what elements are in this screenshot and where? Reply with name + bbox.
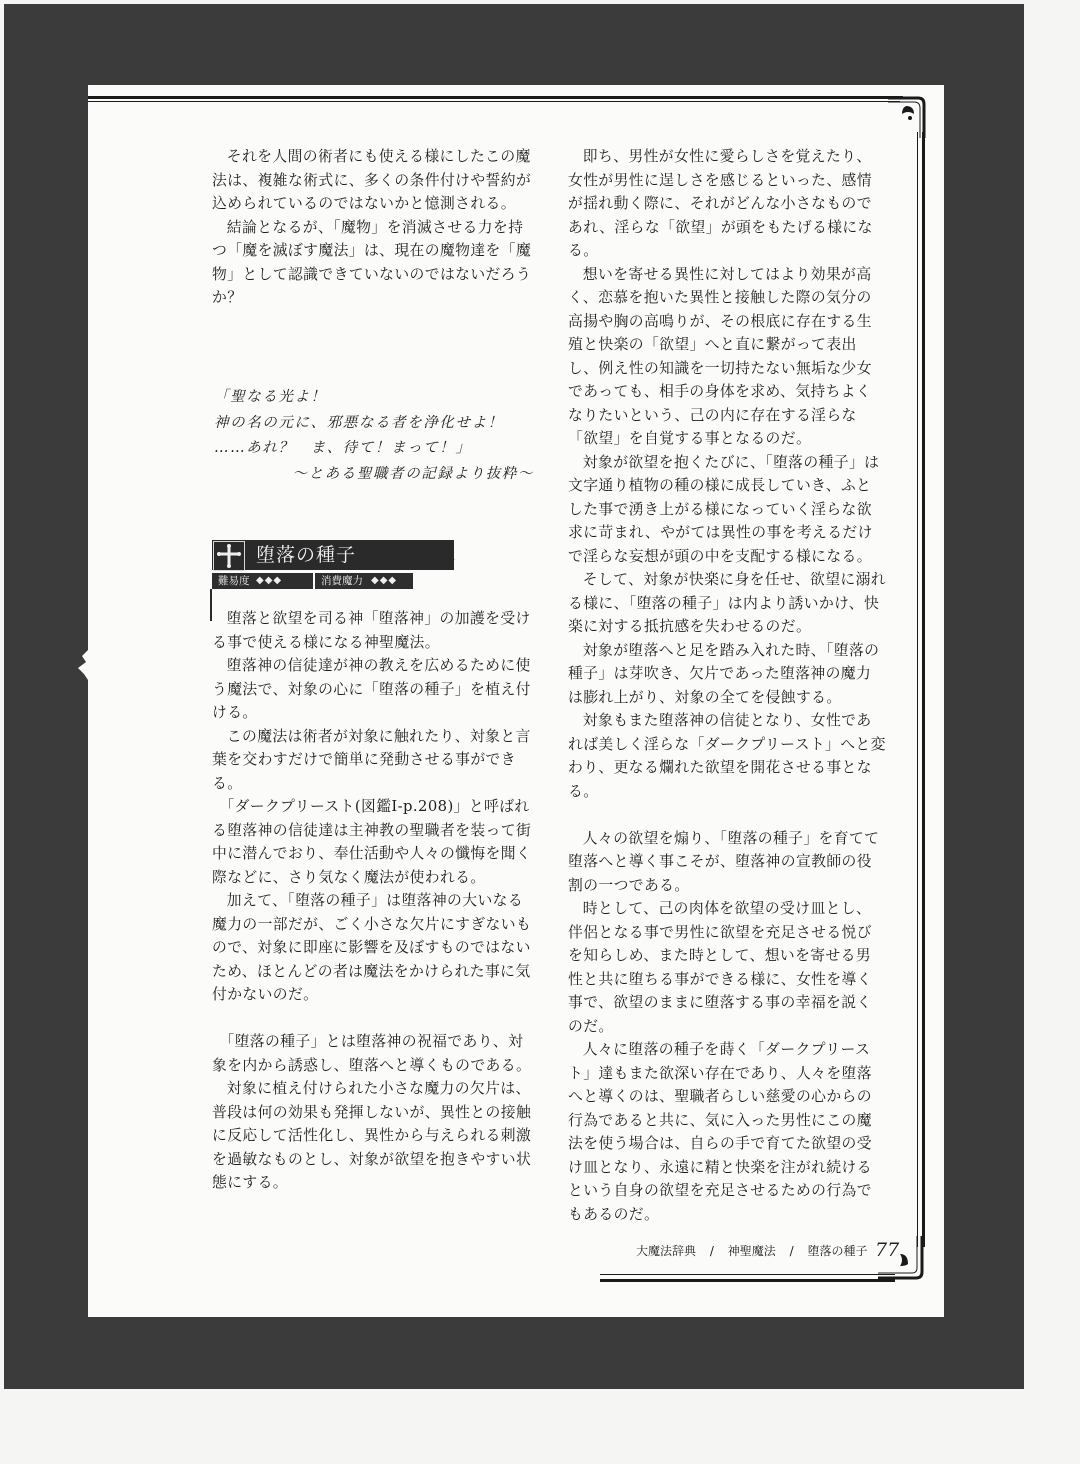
quote-line: 「聖なる光よ！ bbox=[214, 389, 327, 405]
spell-title: 堕落の種子 bbox=[256, 544, 357, 566]
right-column bbox=[568, 145, 886, 1226]
footer-category: 神聖魔法 bbox=[727, 1244, 776, 1258]
running-footer bbox=[636, 1240, 867, 1262]
paragraph: 人々に堕落の種子を蒔く「ダークプリースト」達もまた欲深い存在であり、人々を堕落へと導くのは、聖職者らしい慈愛の心からの行為であると共に、気に入った男性にこの魔法を使う場合は、自らの手で育てた欲望の受け皿となり、永遠に精と快楽を注がれ続けるという自身の欲望を充足させるための行為でもあるのだ。 bbox=[568, 1041, 872, 1223]
paragraph: 対象が堕落へと足を踏み入れた時、「堕落の種子」は芽吹き、欠片であった堕落神の魔力は膨れ上がり、対象の全てを侵蝕する。 bbox=[568, 641, 880, 706]
paragraph: 対象が欲望を抱くたびに、「堕落の種子」は文字通り植物の種の様に成長していき、ふとした事で湧き上がる様になっていく淫らな欲求に苛まれ、やがては異性の事を考えるだけで淫らな妄想が頭の中を支配する様になる。 bbox=[568, 453, 880, 565]
mana-label: 消費魔力 bbox=[321, 575, 363, 587]
torn-edge-decoration bbox=[68, 650, 92, 680]
quote-source: 〜とある聖職者の記録より抜粋〜 bbox=[292, 465, 534, 482]
cross-icon bbox=[213, 541, 245, 571]
paragraph: 対象に植え付けられた小さな魔力の欠片は、普段は何の効果も発揮しないが、異性との接触に反応して活性化し、異性から与えられる刺激を過敏なものとし、対象が欲望を抱きやすい状態にする。 bbox=[212, 1080, 532, 1191]
paragraph: 想いを寄せる異性に対してはより効果が高く、恋慕を抱いた異性と接触した際の気分の高揚や胸の高鳴りが、その根底に存在する生殖と快楽の「欲望」へと直に繋がって表出し、例え性の知識を一切持たない無垢な少女であっても、相手の身体を求め、気持ちよくなりたいという、己の内に存在する淫らな「欲望」を自覚する事となるのだ。 bbox=[568, 265, 872, 447]
corner-ornament-top-right bbox=[888, 94, 928, 138]
paragraph: 堕落神の信徒達が神の教えを広めるために使う魔法で、対象の心に「堕落の種子」を植え付ける。 bbox=[212, 657, 531, 721]
frame-right-inner-line bbox=[917, 132, 918, 1247]
difficulty-rating: ◆◆◆ bbox=[256, 575, 283, 586]
spell-description-left bbox=[212, 607, 538, 1195]
frame-bottom-inner-line bbox=[600, 1274, 895, 1275]
difficulty-badge bbox=[212, 573, 313, 589]
paragraph: それを人間の術者にも使える様にしたこの魔法は、複雑な術式に、多くの条件付けや誓約が込められているのではないかと憶測される。 bbox=[212, 148, 532, 212]
paragraph: 人々の欲望を煽り、「堕落の種子」を育てて堕落へと導く事こそが、堕落神の宣教師の役割の一つである。 bbox=[568, 829, 880, 894]
paragraph: 「ダークプリースト(図鑑Ⅰ-p.208)」と呼ばれる堕落神の信徒達は主神教の聖職者を装って街中に潜んでおり、奉仕活動や人々の懺悔を聞く際などに、さり気なく魔法が使われる。 bbox=[212, 798, 532, 886]
footer-separator: / bbox=[709, 1244, 714, 1258]
paragraph: 加えて、「堕落の種子」は堕落神の大いなる魔力の一部だが、ごく小さな欠片にすぎないもので、対象に即座に影響を及ぼすものではないため、ほとんどの者は魔法をかけられた事に気付かないのだ。 bbox=[212, 892, 532, 1003]
frame-bottom-line bbox=[600, 1279, 895, 1282]
quote-block bbox=[214, 385, 534, 487]
page-number: 77 bbox=[875, 1239, 900, 1261]
paragraph: そして、対象が快楽に身を任せ、欲望に溺れる様に、「堕落の種子」は内より誘いかけ、快楽に対する抵抗感を失わせるのだ。 bbox=[568, 571, 886, 635]
heading-flourish-ornament bbox=[410, 540, 456, 574]
paragraph: 「堕落の種子」とは堕落神の祝福であり、対象を内から誘惑し、堕落へと導くものである。 bbox=[212, 1033, 532, 1074]
quote-line: 神の名の元に、邪悪なる者を浄化せよ！ bbox=[214, 414, 504, 431]
frame-right-line bbox=[922, 132, 925, 1247]
paragraph: 対象もまた堕落神の信徒となり、女性であれば美しく淫らな「ダークプリースト」へと変わり、更なる爛れた欲望を開花させる事となる。 bbox=[568, 712, 886, 800]
difficulty-label: 難易度 bbox=[218, 575, 250, 587]
footer-book-title: 大魔法辞典 bbox=[636, 1244, 697, 1258]
mana-rating: ◆◆◆ bbox=[371, 575, 398, 586]
paragraph: この魔法は術者が対象に触れたり、対象と言葉を交わすだけで簡単に発動させる事ができる。 bbox=[212, 727, 531, 792]
frame-top-inner-line bbox=[88, 101, 900, 102]
paragraph: 結論となるが、「魔物」を消滅させる力を持つ「魔を滅ぼす魔法」は、現在の魔物達を「魔物」として認識できていないのではないだろうか？ bbox=[212, 218, 532, 306]
paragraph: 堕落と欲望を司る神「堕落神」の加護を受ける事で使える様になる神聖魔法。 bbox=[212, 610, 531, 651]
footer-separator: / bbox=[789, 1244, 794, 1258]
left-column-intro bbox=[212, 145, 538, 310]
mana-cost-badge bbox=[315, 573, 413, 589]
quote-line: ……あれ？ ま、待て！まって！」 bbox=[214, 440, 472, 456]
frame-top-line bbox=[88, 96, 903, 99]
paragraph: 時として、己の肉体を欲望の受け皿とし、伴侶となる事で男性に欲望を充足させる悦びを知らしめ、また時として、想いを寄せる男性と共に堕ちる事ができる様に、女性を導く事で、欲望のままに堕落する事の幸福を説くのだ。 bbox=[568, 900, 872, 1035]
paragraph: 即ち、男性が女性に愛らしさを覚えたり、女性が男性に逞しさを感じるといった、感情が揺れ動く際に、それがどんな小さなものであれ、淫らな「欲望」が頭をもたげる様になる。 bbox=[568, 148, 873, 259]
spell-stats bbox=[212, 573, 412, 589]
footer-entry: 堕落の種子 bbox=[807, 1244, 868, 1258]
